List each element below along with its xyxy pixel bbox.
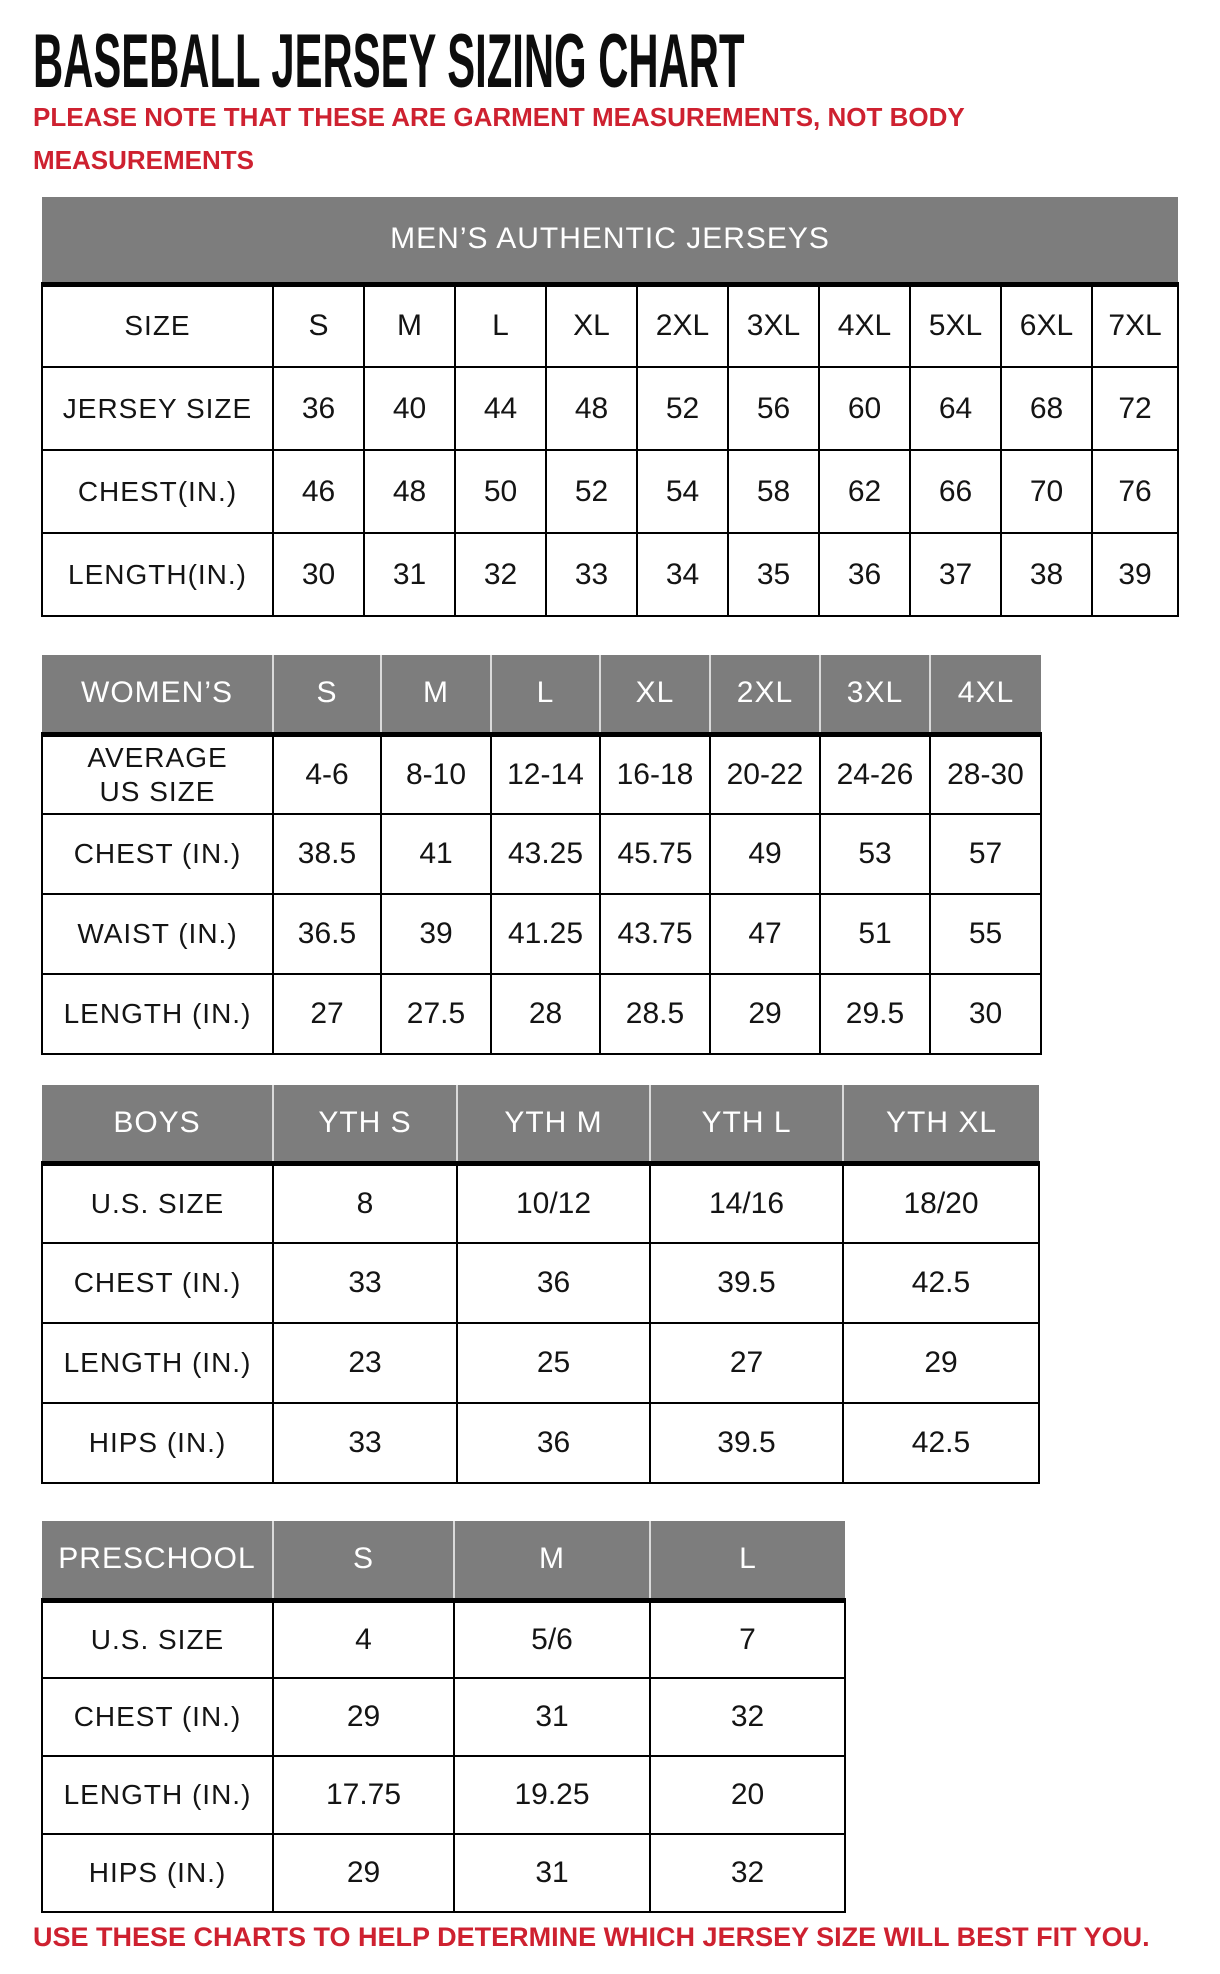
value-cell: 37 <box>910 533 1001 616</box>
value-cell: 25 <box>457 1323 650 1403</box>
value-cell: 35 <box>728 533 819 616</box>
value-cell: 28-30 <box>930 734 1041 814</box>
value-cell: 41 <box>381 814 491 894</box>
value-cell: 32 <box>455 533 546 616</box>
value-cell: 29 <box>710 974 820 1054</box>
value-cell: 24-26 <box>820 734 930 814</box>
value-cell: 76 <box>1092 450 1178 533</box>
row-label: HIPS (IN.) <box>42 1834 273 1912</box>
value-cell: 39 <box>1092 533 1178 616</box>
table-row <box>42 814 1041 894</box>
col-header: L <box>491 655 600 734</box>
col-header: L <box>650 1521 845 1600</box>
value-cell: 2XL <box>637 284 728 367</box>
table-row <box>42 1834 845 1912</box>
row-label: WAIST (IN.) <box>42 894 273 974</box>
value-cell: 4XL <box>819 284 910 367</box>
col-header: S <box>273 1521 454 1600</box>
row-label: CHEST (IN.) <box>42 814 273 894</box>
table-row <box>42 1243 1039 1323</box>
mens-banner-row <box>42 197 1178 284</box>
value-cell: 8-10 <box>381 734 491 814</box>
value-cell: 64 <box>910 367 1001 450</box>
value-cell: 5/6 <box>454 1600 650 1678</box>
boys-table-section <box>41 1085 1040 1484</box>
row-label: LENGTH (IN.) <box>42 974 273 1054</box>
table-row <box>42 450 1178 533</box>
value-cell: 19.25 <box>454 1756 650 1834</box>
value-cell: 46 <box>273 450 364 533</box>
value-cell: 30 <box>273 533 364 616</box>
boys-banner-row <box>42 1085 1039 1163</box>
value-cell: 56 <box>728 367 819 450</box>
value-cell: 27 <box>273 974 381 1054</box>
value-cell: 6XL <box>1001 284 1092 367</box>
row-label: CHEST (IN.) <box>42 1678 273 1756</box>
value-cell: 32 <box>650 1834 845 1912</box>
value-cell: 44 <box>455 367 546 450</box>
value-cell: 72 <box>1092 367 1178 450</box>
value-cell: 31 <box>454 1834 650 1912</box>
preschool-table-section <box>41 1521 846 1913</box>
value-cell: 42.5 <box>843 1243 1039 1323</box>
mens-table <box>41 197 1179 617</box>
table-row <box>42 367 1178 450</box>
value-cell: 58 <box>728 450 819 533</box>
value-cell: 43.75 <box>600 894 710 974</box>
value-cell: 20 <box>650 1756 845 1834</box>
row-label: JERSEY SIZE <box>42 367 273 450</box>
value-cell: 55 <box>930 894 1041 974</box>
value-cell: 38.5 <box>273 814 381 894</box>
womens-table <box>41 655 1042 1055</box>
row-label <box>42 734 273 814</box>
value-cell: 3XL <box>728 284 819 367</box>
value-cell: 12-14 <box>491 734 600 814</box>
value-cell: 10/12 <box>457 1163 650 1243</box>
col-header: M <box>454 1521 650 1600</box>
row-label: LENGTH (IN.) <box>42 1323 273 1403</box>
value-cell: L <box>455 284 546 367</box>
value-cell: 47 <box>710 894 820 974</box>
value-cell: 36 <box>457 1243 650 1323</box>
value-cell: 32 <box>650 1678 845 1756</box>
value-cell: 70 <box>1001 450 1092 533</box>
col-header: 4XL <box>930 655 1041 734</box>
value-cell: 66 <box>910 450 1001 533</box>
note-text: PLEASE NOTE THAT THESE ARE GARMENT MEASUREMENTS, NOT BODY MEASUREMENTS <box>33 102 965 175</box>
mens-table-section <box>41 197 1179 617</box>
value-cell: 29 <box>273 1834 454 1912</box>
value-cell: 38 <box>1001 533 1092 616</box>
value-cell: 31 <box>364 533 455 616</box>
value-cell: 29 <box>843 1323 1039 1403</box>
col-header: XL <box>600 655 710 734</box>
row-label: LENGTH (IN.) <box>42 1756 273 1834</box>
boys-table <box>41 1085 1040 1484</box>
value-cell: 51 <box>820 894 930 974</box>
value-cell: M <box>364 284 455 367</box>
value-cell: 8 <box>273 1163 457 1243</box>
womens-banner-row <box>42 655 1041 734</box>
row-label: LENGTH(IN.) <box>42 533 273 616</box>
value-cell: 52 <box>637 367 728 450</box>
col-header: YTH M <box>457 1085 650 1163</box>
col-header: 2XL <box>710 655 820 734</box>
table-row <box>42 1600 845 1678</box>
value-cell: 50 <box>455 450 546 533</box>
table-row <box>42 974 1041 1054</box>
value-cell: 14/16 <box>650 1163 843 1243</box>
row-label: U.S. SIZE <box>42 1600 273 1678</box>
value-cell: 33 <box>546 533 637 616</box>
table-row <box>42 1163 1039 1243</box>
value-cell: 31 <box>454 1678 650 1756</box>
value-cell: 68 <box>1001 367 1092 450</box>
value-cell: 41.25 <box>491 894 600 974</box>
table-row <box>42 894 1041 974</box>
table-row <box>42 284 1178 367</box>
value-cell: 34 <box>637 533 728 616</box>
table-row <box>42 734 1041 814</box>
value-cell: 29.5 <box>820 974 930 1054</box>
value-cell: 36 <box>819 533 910 616</box>
table-row <box>42 1678 845 1756</box>
womens-table-section <box>41 655 1042 1055</box>
preschool-banner-row <box>42 1521 845 1600</box>
preschool-banner-label: PRESCHOOL <box>42 1521 273 1600</box>
value-cell: 43.25 <box>491 814 600 894</box>
value-cell: 28 <box>491 974 600 1054</box>
value-cell: 16-18 <box>600 734 710 814</box>
row-label: CHEST (IN.) <box>42 1243 273 1323</box>
page-title: BASEBALL JERSEY SIZING CHART <box>33 19 745 104</box>
table-row <box>42 1403 1039 1483</box>
boys-banner-label: BOYS <box>42 1085 273 1163</box>
value-cell: 28.5 <box>600 974 710 1054</box>
col-header: 3XL <box>820 655 930 734</box>
value-cell: 27 <box>650 1323 843 1403</box>
footer-note: USE THESE CHARTS TO HELP DETERMINE WHICH JERSEY SIZE WILL BEST FIT YOU. <box>33 1922 1150 1952</box>
table-row <box>42 1323 1039 1403</box>
col-header: M <box>381 655 491 734</box>
col-header: S <box>273 655 381 734</box>
value-cell: 23 <box>273 1323 457 1403</box>
value-cell: 36 <box>457 1403 650 1483</box>
value-cell: 40 <box>364 367 455 450</box>
preschool-table <box>41 1521 846 1913</box>
value-cell: 48 <box>364 450 455 533</box>
value-cell: XL <box>546 284 637 367</box>
value-cell: 5XL <box>910 284 1001 367</box>
value-cell: 42.5 <box>843 1403 1039 1483</box>
mens-banner-label: MEN’S AUTHENTIC JERSEYS <box>42 197 1178 284</box>
value-cell: 36.5 <box>273 894 381 974</box>
value-cell: 62 <box>819 450 910 533</box>
value-cell: S <box>273 284 364 367</box>
value-cell: 20-22 <box>710 734 820 814</box>
value-cell: 29 <box>273 1678 454 1756</box>
value-cell: 4-6 <box>273 734 381 814</box>
value-cell: 7XL <box>1092 284 1178 367</box>
col-header: YTH S <box>273 1085 457 1163</box>
value-cell: 30 <box>930 974 1041 1054</box>
row-label: HIPS (IN.) <box>42 1403 273 1483</box>
value-cell: 17.75 <box>273 1756 454 1834</box>
col-header: YTH XL <box>843 1085 1039 1163</box>
value-cell: 54 <box>637 450 728 533</box>
table-row <box>42 1756 845 1834</box>
value-cell: 18/20 <box>843 1163 1039 1243</box>
row-label-text: AVERAGE US SIZE <box>87 742 228 807</box>
row-label: SIZE <box>42 284 273 367</box>
row-label: CHEST(IN.) <box>42 450 273 533</box>
value-cell: 7 <box>650 1600 845 1678</box>
value-cell: 36 <box>273 367 364 450</box>
value-cell: 39.5 <box>650 1403 843 1483</box>
value-cell: 53 <box>820 814 930 894</box>
col-header: YTH L <box>650 1085 843 1163</box>
value-cell: 45.75 <box>600 814 710 894</box>
value-cell: 27.5 <box>381 974 491 1054</box>
row-label: U.S. SIZE <box>42 1163 273 1243</box>
value-cell: 4 <box>273 1600 454 1678</box>
value-cell: 60 <box>819 367 910 450</box>
value-cell: 49 <box>710 814 820 894</box>
table-row <box>42 533 1178 616</box>
value-cell: 57 <box>930 814 1041 894</box>
value-cell: 39.5 <box>650 1243 843 1323</box>
womens-banner-label: WOMEN’S <box>42 655 273 734</box>
value-cell: 39 <box>381 894 491 974</box>
value-cell: 33 <box>273 1243 457 1323</box>
value-cell: 52 <box>546 450 637 533</box>
value-cell: 48 <box>546 367 637 450</box>
value-cell: 33 <box>273 1403 457 1483</box>
